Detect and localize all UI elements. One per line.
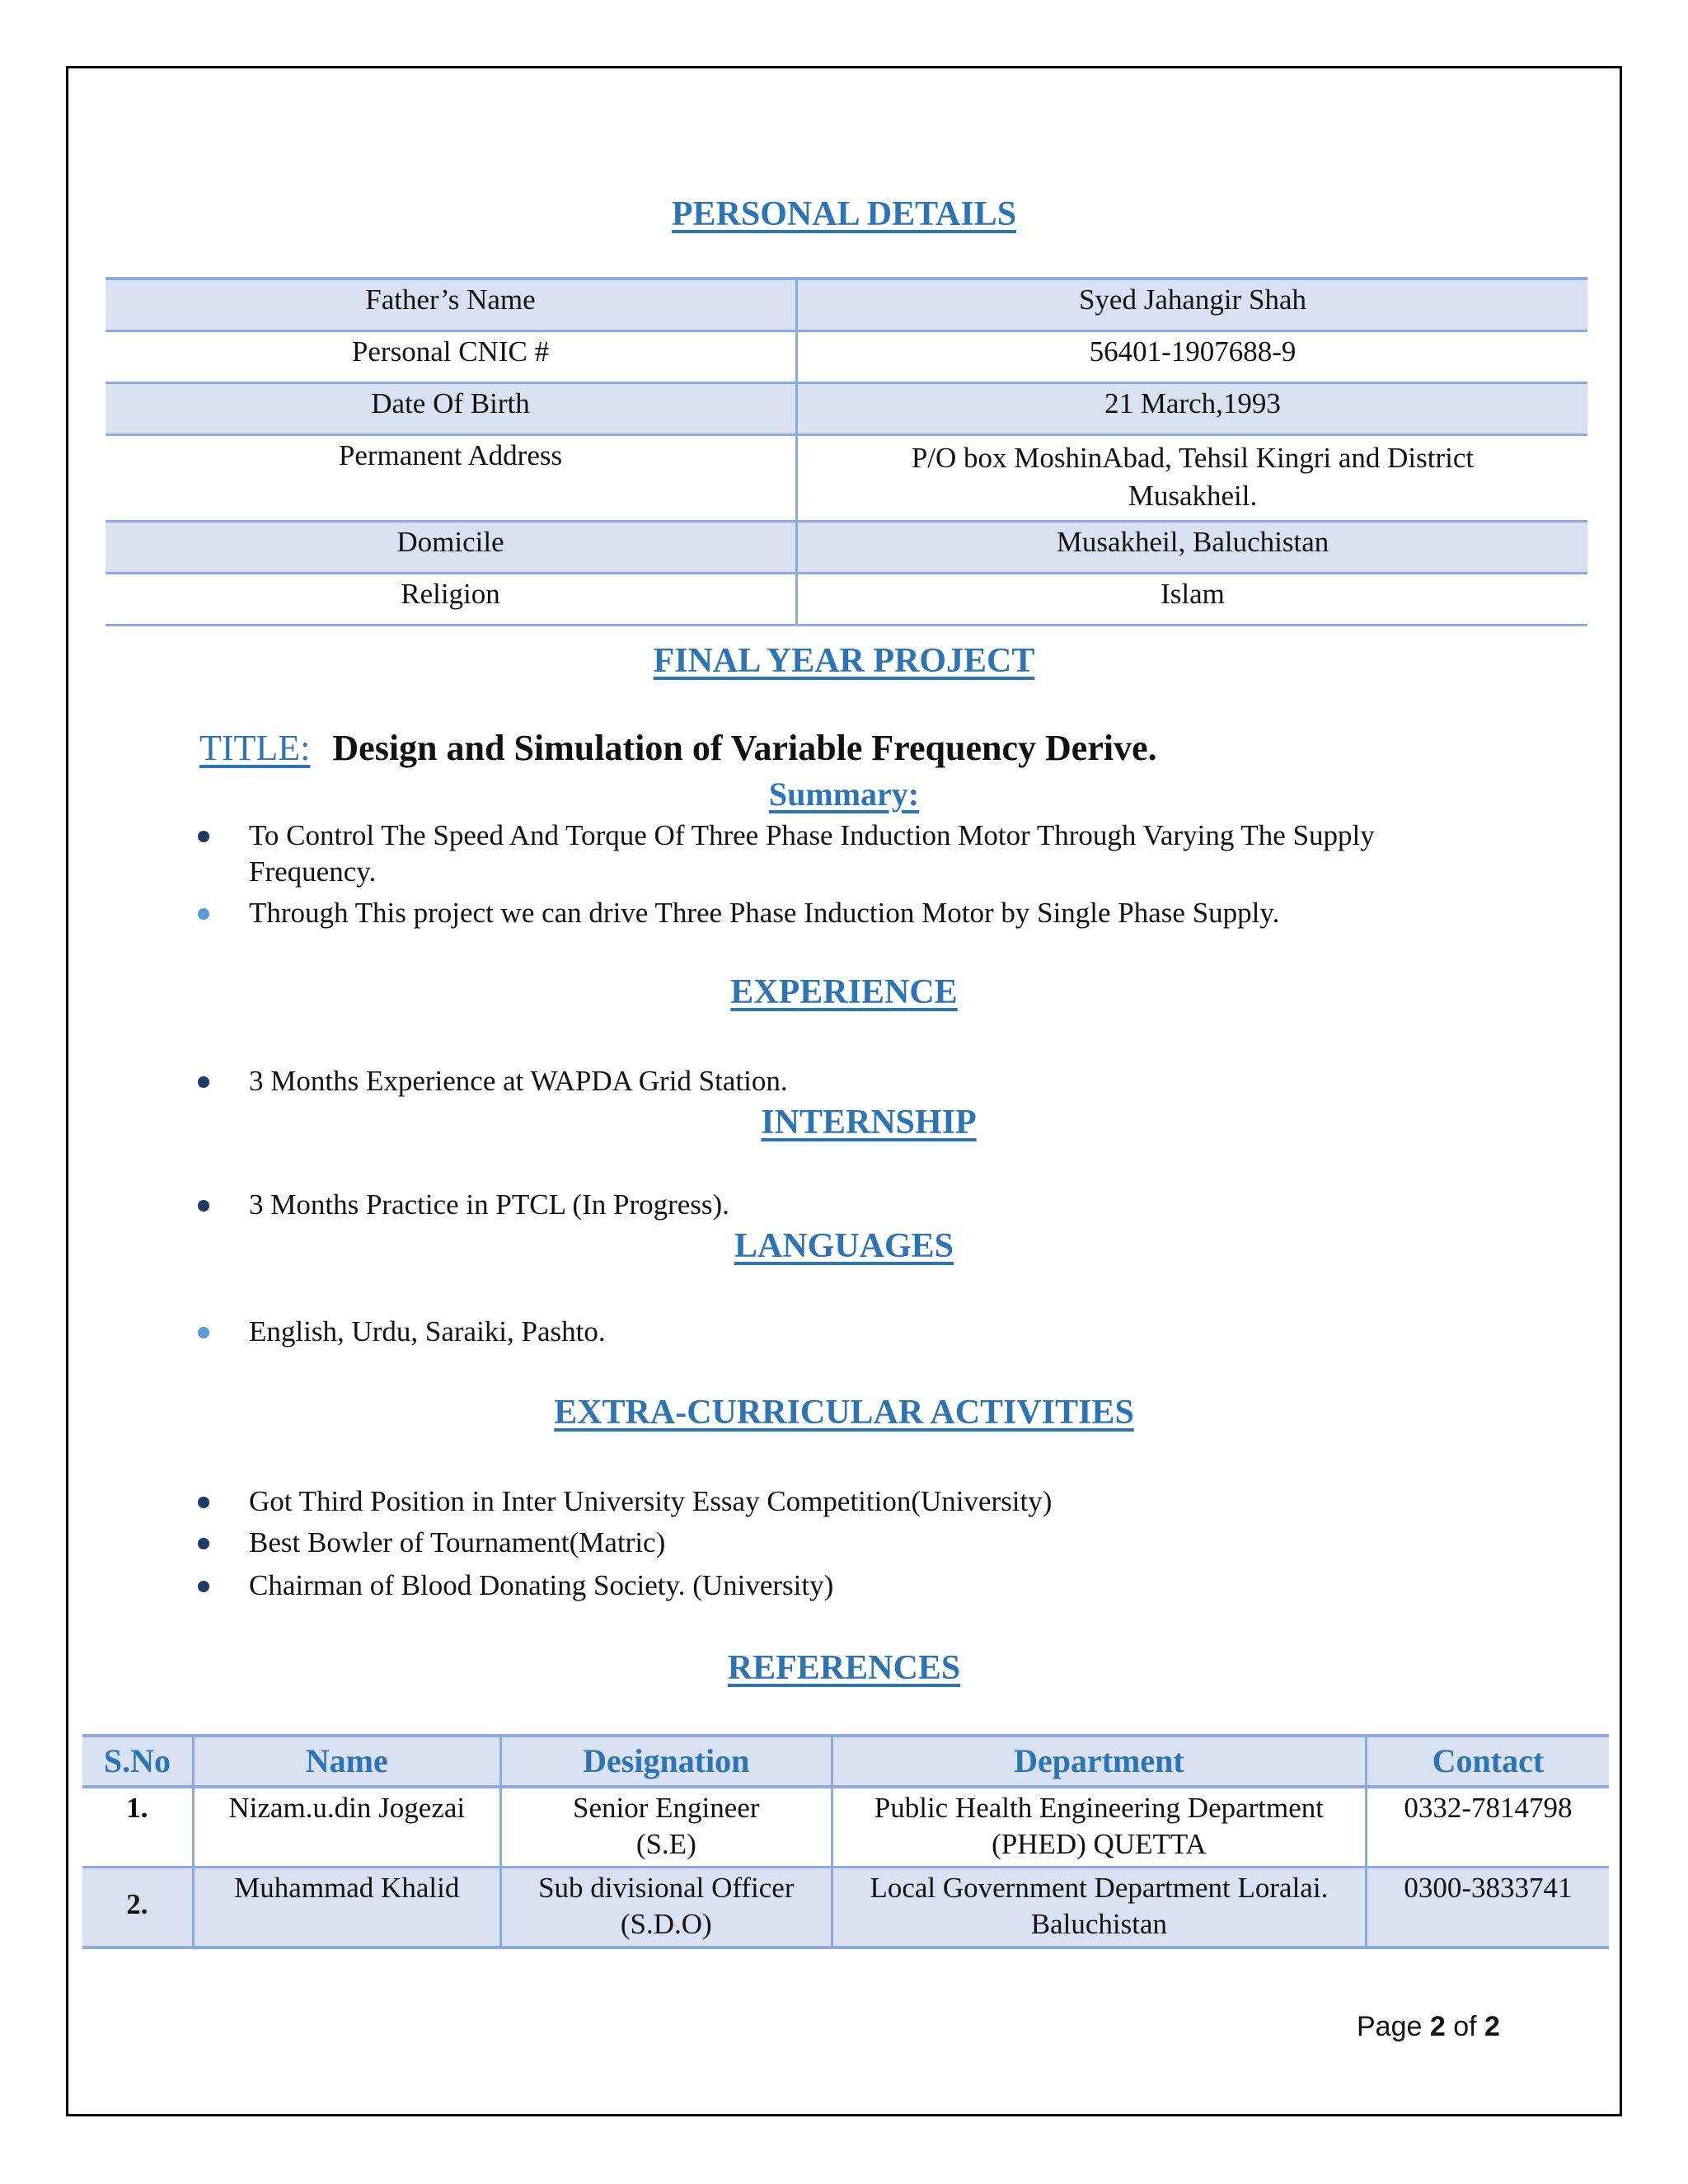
list-item-text: Best Bowler of Tournament(Matric) [249,1526,666,1558]
references-heading: REFERENCES [727,1649,961,1687]
row-value: P/O box MoshinAbad, Tehsil Kingri and District Musakheil. [797,435,1588,522]
reference-sno: 1. [82,1787,193,1868]
project-title-label: TITLE: [199,728,311,768]
reference-name: Muhammad Khalid [193,1868,500,1948]
table-row [106,574,1587,626]
list-item-text: Through This project we can drive Three Phase Induction Motor by Single Phase Supply. [249,897,1280,929]
page-number [1357,2011,1500,2043]
bullet-icon [198,1200,209,1212]
reference-department: Local Government Department Loralai. Baluchistan [832,1868,1366,1948]
bullet-icon [198,831,209,842]
row-value: 21 March,1993 [797,383,1588,435]
project-title-line [199,727,1157,769]
personal-details-table [106,277,1587,626]
page-total: 2 [1484,2011,1500,2042]
column-header-name: Name [193,1736,500,1787]
project-title: Design and Simulation of Variable Frequency Derive. [332,728,1157,768]
list-item-text: To Control The Speed And Torque Of Three Phase Induction Motor Through Varying The Supply Frequency. [249,819,1375,888]
bullet-icon [198,1581,209,1592]
experience-heading: EXPERIENCE [730,973,958,1011]
table-row [82,1868,1609,1948]
row-label: Personal CNIC # [106,331,797,383]
reference-name: Nizam.u.din Jogezai [193,1787,500,1868]
reference-department: Public Health Engineering Department (PHED) QUETTA [832,1787,1366,1868]
row-label: Father’s Name [106,279,797,331]
row-label: Domicile [106,522,797,574]
column-header-designation: Designation [500,1736,832,1787]
row-value: Islam [797,574,1588,626]
bullet-icon [198,1327,209,1338]
internship-heading: INTERNSHIP [761,1104,977,1141]
table-header-row [82,1736,1609,1787]
reference-designation: Sub divisional Officer (S.D.O) [500,1868,832,1948]
extra-curricular-heading: EXTRA-CURRICULAR ACTIVITIES [554,1394,1134,1432]
row-value: Syed Jahangir Shah [797,279,1588,331]
personal-details-heading: PERSONAL DETAILS [671,195,1017,233]
page-of: of [1453,2011,1477,2042]
languages-heading: LANGUAGES [734,1227,954,1265]
list-item [198,818,1418,890]
column-header-department: Department [832,1736,1366,1787]
table-row [106,331,1587,383]
bullet-icon [198,1076,209,1088]
list-item-text: Chairman of Blood Donating Society. (University) [249,1569,834,1601]
page-current: 2 [1429,2011,1446,2042]
table-row [106,522,1587,574]
table-row [106,279,1587,331]
list-item-text: English, Urdu, Saraiki, Pashto. [249,1315,606,1347]
reference-sno: 2. [82,1868,193,1948]
reference-contact: 0332-7814798 [1366,1787,1609,1868]
row-value: Musakheil, Baluchistan [797,522,1588,574]
reference-designation: Senior Engineer (S.E) [500,1787,832,1868]
references-table [82,1734,1609,1949]
page-prefix: Page [1357,2011,1423,2042]
bullet-icon [198,1538,209,1549]
column-header-sno: S.No [82,1736,193,1787]
table-row [106,383,1587,435]
list-item-text: Got Third Position in Inter University Essay Competition(University) [249,1485,1053,1517]
bullet-icon [198,1497,209,1508]
row-label: Date Of Birth [106,383,797,435]
row-value: 56401-1907688-9 [797,331,1588,383]
bullet-icon [198,908,209,920]
list-item-text: 3 Months Practice in PTCL (In Progress). [249,1188,729,1221]
row-label: Religion [106,574,797,626]
summary-heading: Summary: [768,776,920,813]
reference-contact: 0300-3833741 [1366,1868,1609,1948]
row-label: Permanent Address [106,435,797,522]
column-header-contact: Contact [1366,1736,1609,1787]
table-row [82,1787,1609,1868]
final-year-project-heading: FINAL YEAR PROJECT [653,642,1035,680]
list-item-text: 3 Months Experience at WAPDA Grid Station. [249,1065,788,1097]
table-row [106,435,1587,522]
